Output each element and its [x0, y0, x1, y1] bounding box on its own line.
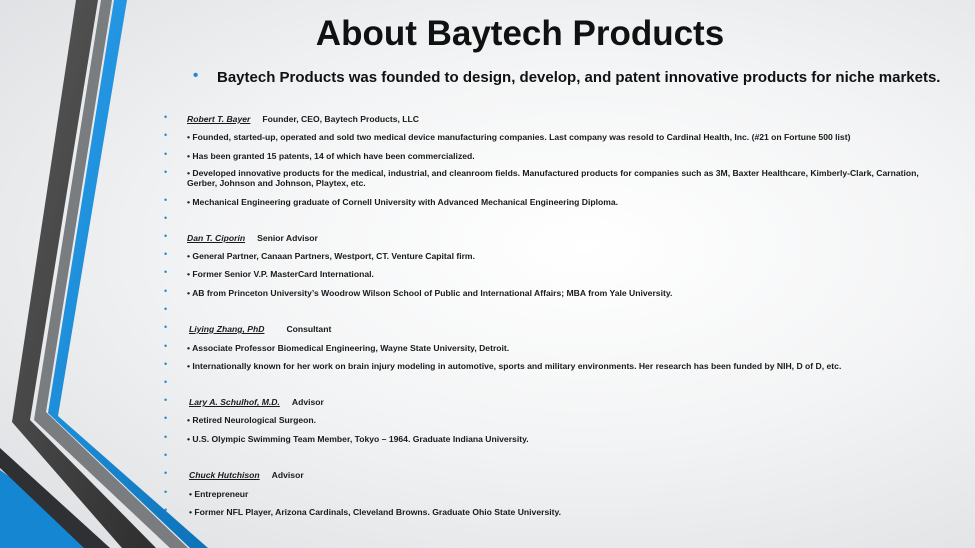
bullet-dot: • [164, 267, 168, 277]
slide-title: About Baytech Products [315, 14, 725, 53]
bullet-dot: • [164, 450, 168, 460]
bullet-dot: • [164, 359, 168, 369]
bullet-dot: • [164, 167, 168, 177]
bullet-dot: • [164, 112, 168, 122]
bio-item-text: • Mechanical Engineering graduate of Cornell University with Advanced Mechanical Engineering Diploma. [187, 197, 619, 207]
bio-item-text: • Founded, started-up, operated and sold two medical device manufacturing companies. Last company was resold to Cardinal Health, Inc. (#21 on Fortune 500 list) [187, 132, 851, 142]
person-name: Robert T. Bayer [187, 114, 251, 124]
person-name: Liying Zhang, PhD [189, 324, 265, 334]
person-name: Lary A. Schulhof, M.D. [189, 397, 280, 407]
bio-item-text: • Former NFL Player, Arizona Cardinals, Cleveland Browns. Graduate Ohio State University. [189, 507, 562, 517]
person-role: Consultant [286, 324, 332, 334]
person-role: Advisor [271, 470, 304, 480]
bio-item-text: • U.S. Olympic Swimming Team Member, Tokyo – 1964. Graduate Indiana University. [187, 434, 529, 444]
bullet-dot: • [164, 231, 168, 241]
bullet-dot: • [164, 487, 168, 497]
bullet-dot: • [164, 505, 168, 515]
bullet-dot: • [164, 395, 168, 405]
bullet-dot: • [164, 249, 168, 259]
bullet-dot: • [164, 413, 168, 423]
bullet-dot: • [164, 130, 168, 140]
person-role: Senior Advisor [257, 233, 318, 243]
bullet-dot: • [164, 195, 168, 205]
bullet-dot: • [193, 67, 199, 84]
bio-item-text: • Retired Neurological Surgeon. [187, 415, 317, 425]
bio-item-text: • Has been granted 15 patents, 14 of which have been commercialized. [187, 151, 475, 161]
lead-text: Baytech Products was founded to design, develop, and patent innovative products for niche markets. [217, 69, 941, 86]
bullet-dot: • [164, 213, 168, 223]
bullet-dot: • [164, 468, 168, 478]
bullet-dot: • [164, 322, 168, 332]
person-role: Advisor [291, 397, 324, 407]
person-role: Founder, CEO, Baytech Products, LLC [262, 114, 419, 124]
bio-item-text: • General Partner, Canaan Partners, Westport, CT. Venture Capital firm. [187, 251, 475, 261]
bullet-dot: • [164, 377, 168, 387]
bio-item-text: • Entrepreneur [189, 489, 249, 499]
bio-item-text: • Internationally known for her work on brain injury modeling in automotive, sports and military environments. Her research has been funded by NIH, D of D, etc. [187, 361, 842, 371]
bullet-dot: • [164, 304, 168, 314]
bio-item-text: • Associate Professor Biomedical Engineering, Wayne State University, Detroit. [187, 343, 510, 353]
person-name: Dan T. Ciporin [187, 233, 246, 243]
person-name: Chuck Hutchison [189, 470, 260, 480]
bio-item-text: • Former Senior V.P. MasterCard International. [187, 269, 374, 279]
bullet-dot: • [164, 149, 168, 159]
bio-item-text: • AB from Princeton University’s Woodrow Wilson School of Public and International Affairs; MBA from Yale University. [187, 288, 673, 298]
bio-item-text: • Developed innovative products for the medical, industrial, and cleanroom fields. Manufactured products for companies such as 3M, Baxter Healthcare, Kimberly-Clark, Carnation, Gerber, Johnson and Johnson, Playtex, etc. [187, 168, 919, 188]
bullet-dot: • [164, 432, 168, 442]
bullet-dot: • [164, 341, 168, 351]
bullet-dot: • [164, 286, 168, 296]
